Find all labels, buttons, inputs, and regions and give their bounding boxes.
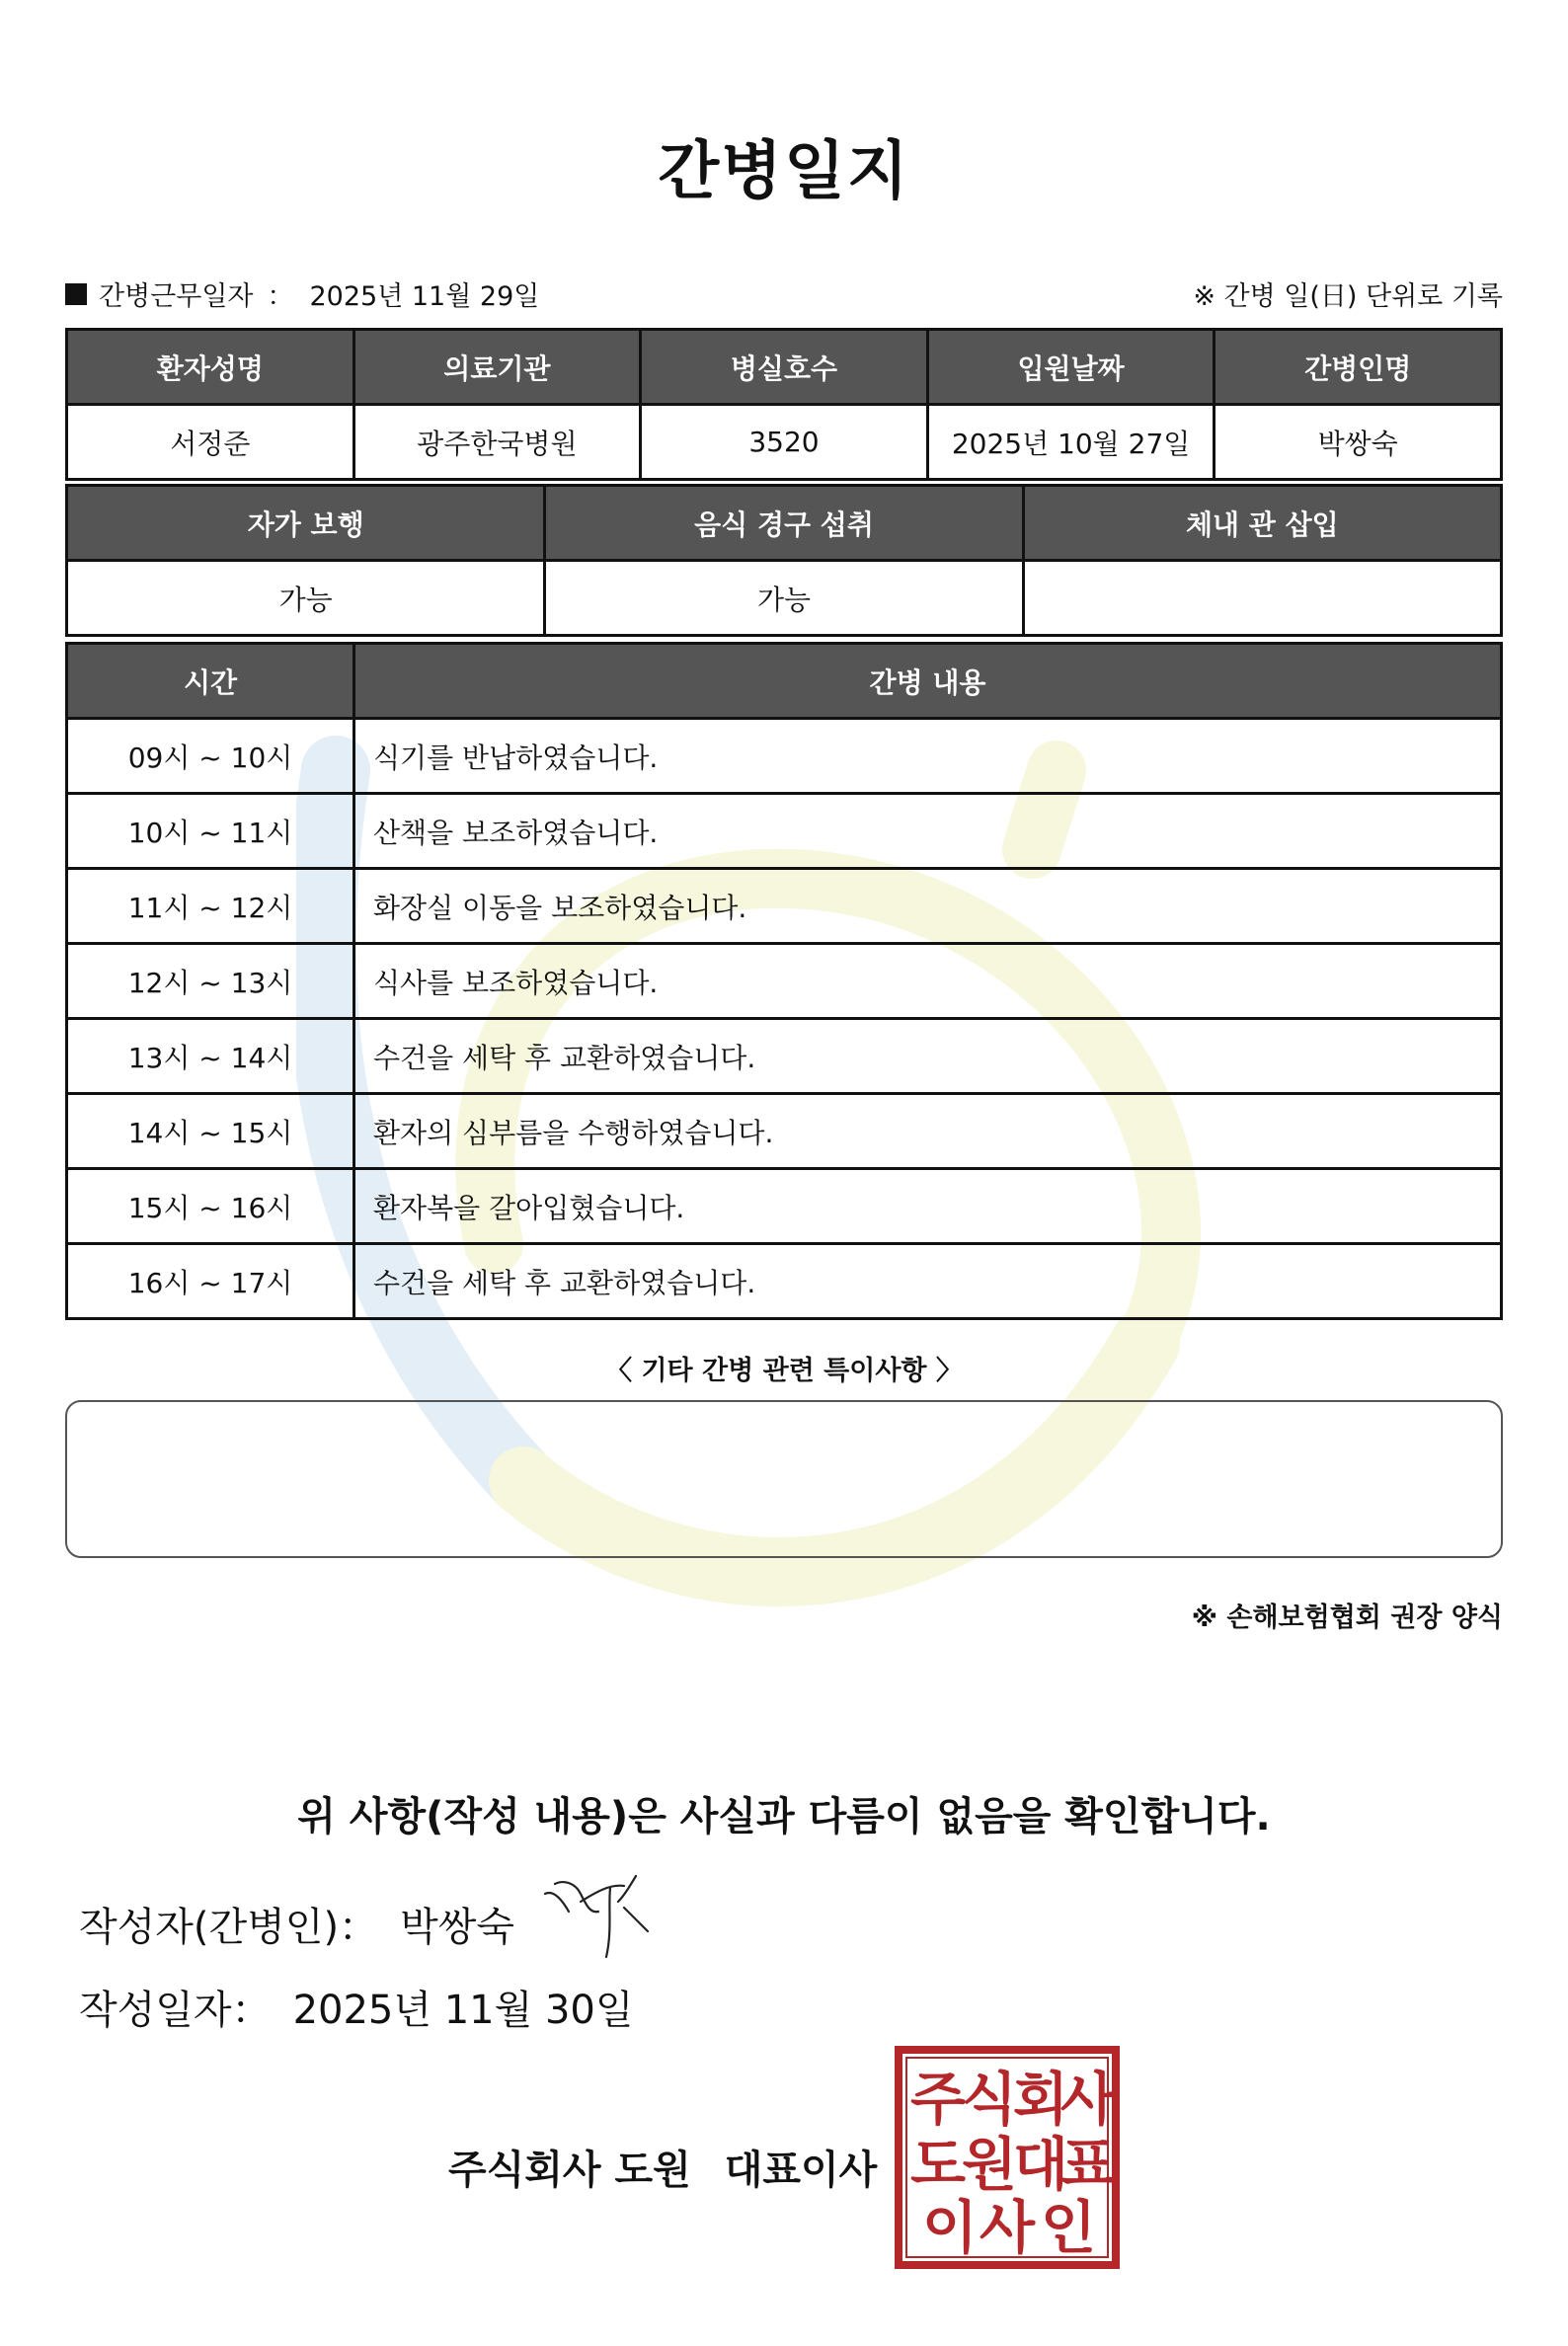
table-row (67, 719, 1502, 794)
table-row (67, 1094, 1502, 1169)
table-row (67, 1244, 1502, 1319)
work-date-label: 간병근무일자 (99, 281, 254, 312)
writer-label: 작성자(간병인)： (79, 1905, 379, 1950)
written-date-row (79, 1979, 634, 2035)
log-content: 수건을 세탁 후 교환하였습니다. (354, 1244, 1502, 1319)
work-date (65, 274, 539, 313)
patient-info-table (65, 328, 1503, 481)
meta-row (65, 274, 1503, 310)
room-number: 3520 (641, 405, 928, 480)
svg-text:인: 인 (1040, 2194, 1097, 2261)
confirmation-statement: 위 사항(작성 내용)은 사실과 다름이 없음을 확인합니다. (297, 1794, 1271, 1839)
col-hospital: 의료기관 (353, 330, 641, 405)
patient-value-row (67, 405, 1502, 480)
remarks-box[interactable] (65, 1400, 1503, 1558)
svg-text:이: 이 (921, 2194, 979, 2261)
svg-text:대: 대 (1012, 2131, 1069, 2198)
work-date-value: 2025년 11월 29일 (309, 281, 540, 312)
log-header-row (67, 644, 1502, 719)
table-row (67, 1169, 1502, 1244)
svg-text:회: 회 (1012, 2066, 1069, 2133)
svg-text:사: 사 (1059, 2066, 1117, 2133)
log-content: 산책을 보조하였습니다. (354, 794, 1502, 869)
log-time: 11시 ~ 12시 (67, 869, 354, 944)
form-source-note: ※ 손해보험협회 권장 양식 (1191, 1603, 1503, 1633)
handwritten-signature (541, 1872, 660, 1961)
self-walking-value: 가능 (67, 561, 545, 636)
col-caregiver: 간병인명 (1215, 330, 1502, 405)
status-header-row (67, 486, 1502, 561)
company-seal-stamp (895, 2046, 1120, 2269)
status-value-row (67, 561, 1502, 636)
log-time: 12시 ~ 13시 (67, 944, 354, 1019)
written-date-label: 작성일자： (79, 1988, 272, 2033)
table-row (67, 1019, 1502, 1094)
company-role: 대표이사 (724, 2148, 878, 2193)
company-signature-line (448, 2139, 877, 2195)
table-row (67, 869, 1502, 944)
log-content: 식사를 보조하였습니다. (354, 944, 1502, 1019)
svg-text:식: 식 (961, 2066, 1018, 2133)
table-row (67, 944, 1502, 1019)
company-name: 주식회사 도원 (448, 2148, 691, 2193)
document-title: 간병일지 (658, 135, 910, 208)
work-date-colon: ： (267, 281, 294, 312)
log-time: 13시 ~ 14시 (67, 1019, 354, 1094)
svg-text:도: 도 (909, 2131, 967, 2198)
writer-name: 박쌍숙 (400, 1905, 514, 1950)
col-self-walking: 자가 보행 (67, 486, 545, 561)
log-content: 수건을 세탁 후 교환하였습니다. (354, 1019, 1502, 1094)
caregiver-name: 박쌍숙 (1215, 405, 1502, 480)
patient-header-row (67, 330, 1502, 405)
col-patient-name: 환자성명 (67, 330, 354, 405)
log-time: 16시 ~ 17시 (67, 1244, 354, 1319)
log-content: 식기를 반납하였습니다. (354, 719, 1502, 794)
log-content: 화장실 이동을 보조하였습니다. (354, 869, 1502, 944)
log-time: 15시 ~ 16시 (67, 1169, 354, 1244)
col-admission-date: 입원날짜 (927, 330, 1215, 405)
record-note: ※ 간병 일(日) 단위로 기록 (1193, 281, 1503, 312)
status-table (65, 484, 1503, 637)
log-time: 14시 ~ 15시 (67, 1094, 354, 1169)
col-tube-insertion: 체내 관 삽입 (1023, 486, 1501, 561)
care-log-table (65, 642, 1503, 1320)
svg-text:표: 표 (1059, 2131, 1117, 2198)
remarks-title: 〈 기타 간병 관련 특이사항 〉 (605, 1356, 963, 1386)
table-row (67, 794, 1502, 869)
col-room: 병실호수 (641, 330, 928, 405)
writer-row (79, 1896, 514, 1952)
log-time: 09시 ~ 10시 (67, 719, 354, 794)
svg-text:사: 사 (979, 2194, 1036, 2261)
col-time: 시간 (67, 644, 354, 719)
oral-intake-value: 가능 (545, 561, 1023, 636)
col-care-content: 간병 내용 (354, 644, 1502, 719)
admission-date: 2025년 10월 27일 (927, 405, 1215, 480)
patient-name: 서정준 (67, 405, 354, 480)
log-content: 환자의 심부름을 수행하였습니다. (354, 1094, 1502, 1169)
log-content: 환자복을 갈아입혔습니다. (354, 1169, 1502, 1244)
svg-text:원: 원 (961, 2131, 1018, 2198)
written-date-value: 2025년 11월 30일 (292, 1988, 634, 2033)
hospital-name: 광주한국병원 (353, 405, 641, 480)
tube-insertion-value (1023, 561, 1501, 636)
square-bullet-icon (65, 283, 87, 305)
log-time: 10시 ~ 11시 (67, 794, 354, 869)
svg-text:주: 주 (909, 2066, 967, 2133)
col-oral-intake: 음식 경구 섭취 (545, 486, 1023, 561)
